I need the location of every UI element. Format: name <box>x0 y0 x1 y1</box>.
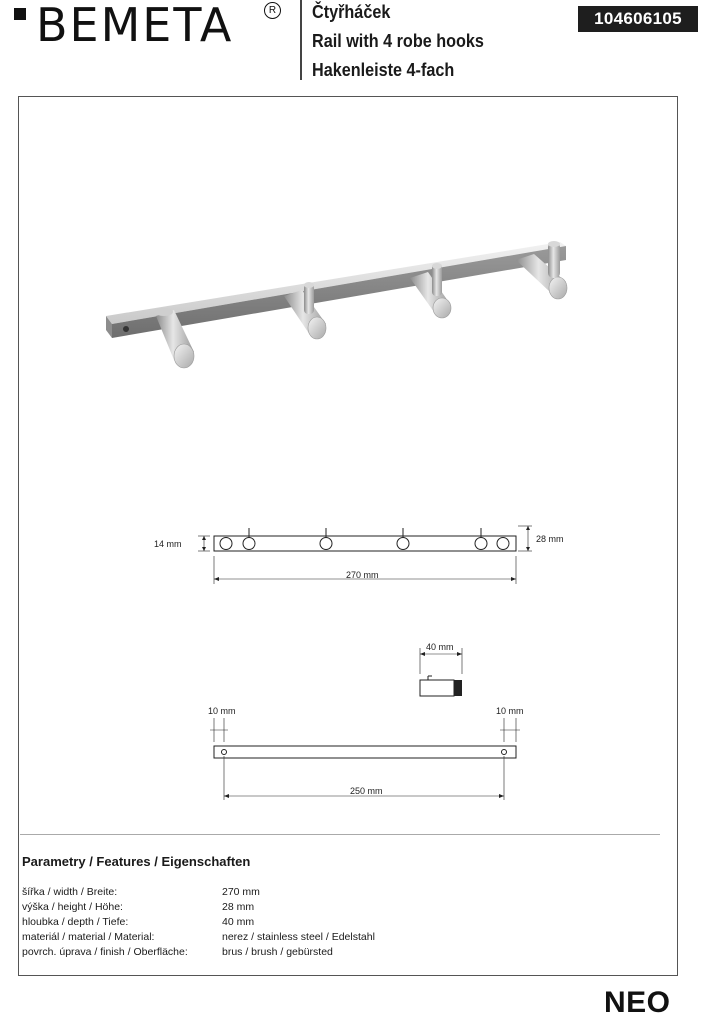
feature-value: brus / brush / gebürsted <box>222 946 333 958</box>
logo-text: BEMETA <box>36 0 234 52</box>
dim-right-offset: 10 mm <box>496 706 524 716</box>
feature-value: 270 mm <box>222 886 260 898</box>
side-view-drawing <box>416 648 468 700</box>
product-title-de: Hakenleiste 4-fach <box>312 60 455 80</box>
dim-left-offset: 10 mm <box>208 706 236 716</box>
dim-width: 270 mm <box>346 570 379 580</box>
feature-row-height <box>22 901 522 916</box>
product-title-en: Rail with 4 robe hooks <box>312 31 484 51</box>
features-heading: Parametry / Features / Eigenschaften <box>22 854 251 869</box>
feature-row-material <box>22 931 522 946</box>
product-photo <box>98 234 578 374</box>
product-code-badge: 104606105 <box>578 6 698 32</box>
series-name: NEO <box>604 986 671 1019</box>
logo-square-mark <box>14 8 26 20</box>
dim-front-height: 14 mm <box>154 539 182 549</box>
rail-top-face <box>106 242 566 324</box>
feature-label: materiál / material / Material: <box>22 931 155 943</box>
mounting-hole <box>123 326 129 332</box>
feature-label: šířka / width / Breite: <box>22 886 118 898</box>
feature-value: nerez / stainless steel / Edelstahl <box>222 931 375 943</box>
feature-value: 28 mm <box>222 901 255 913</box>
header-divider <box>300 0 302 80</box>
feature-label: hloubka / depth / Tiefe: <box>22 916 129 928</box>
feature-row-finish <box>22 946 522 961</box>
feature-row-depth <box>22 916 522 931</box>
dim-hole-spacing: 250 mm <box>350 786 383 796</box>
feature-row-width <box>22 886 522 901</box>
feature-label: povrch. úprava / finish / Oberfläche: <box>22 946 188 958</box>
registered-mark: R <box>264 2 281 19</box>
feature-value: 40 mm <box>222 916 255 928</box>
feature-label: výška / height / Höhe: <box>22 901 123 913</box>
dim-total-height: 28 mm <box>536 534 564 544</box>
brand-logo <box>14 2 284 52</box>
product-title-cs: Čtyřháček <box>312 2 391 22</box>
dim-depth: 40 mm <box>426 642 454 652</box>
section-divider <box>20 834 660 835</box>
